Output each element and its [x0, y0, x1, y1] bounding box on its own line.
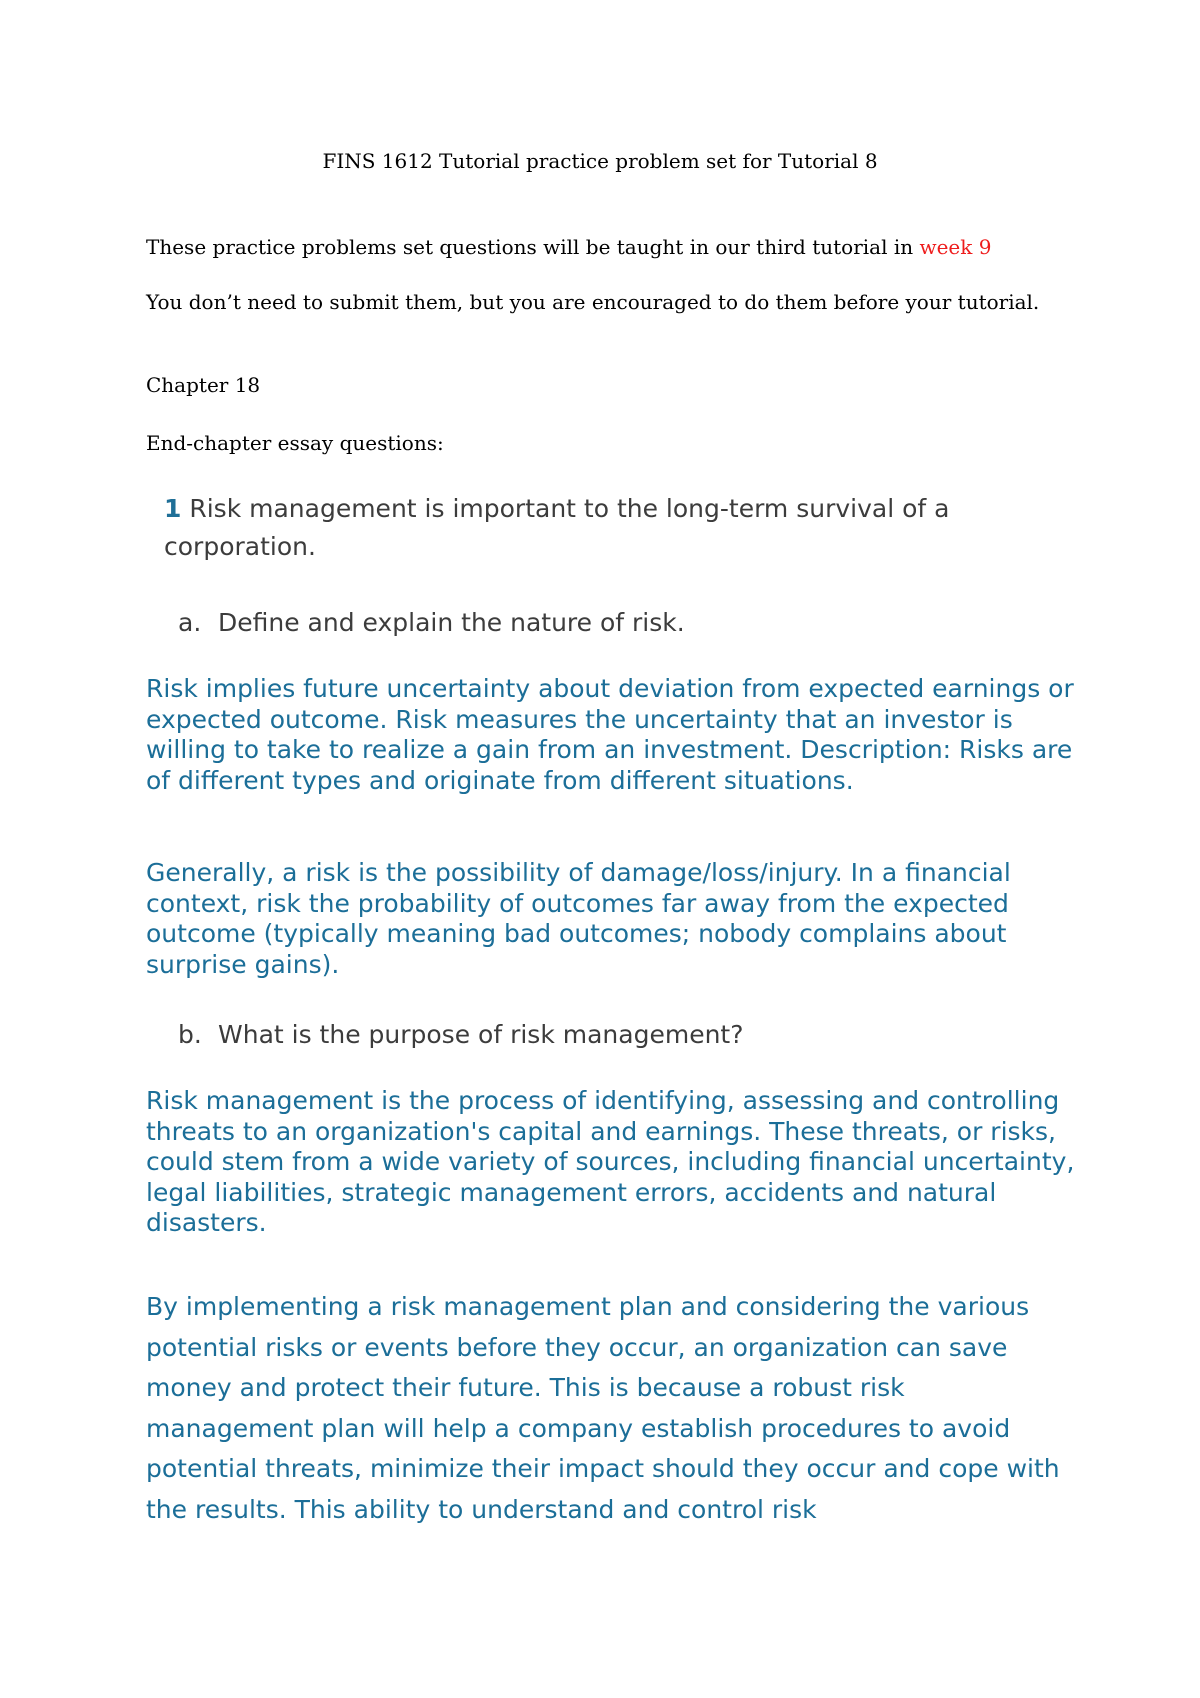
section-heading: End-chapter essay questions: [146, 431, 444, 455]
answer-b-paragraph-1: Risk management is the process of identifying, assessing and controlling threats to an organization's capital and earnings. These threats, or risks, could stem from a wide variety of sources, including financial uncertainty, legal liabilities, strategic management errors, accidents and natural disasters. [146, 1086, 1075, 1237]
sub-question-text: What is the purpose of risk management? [218, 1020, 744, 1049]
answer-a-paragraph-2: Generally, a risk is the possibility of damage/loss/injury. In a financial context, risk the probability of outcomes far away from the expected outcome (typically meaning bad outcomes; nobody complains about surprise gains). [146, 858, 1011, 979]
sub-question-b [178, 1016, 744, 1054]
document-title: FINS 1612 Tutorial practice problem set for Tutorial 8 [322, 149, 878, 173]
sub-question-text: Define and explain the nature of risk. [218, 608, 685, 637]
sub-question-letter: b. [178, 1020, 202, 1049]
question-1 [164, 490, 1064, 566]
question-number: 1 [164, 494, 182, 523]
intro-line-1-text: These practice problems set questions will be taught in our third tutorial in [146, 235, 920, 259]
answer-b-paragraph-2: By implementing a risk management plan and considering the various potential risks or events before they occur, an organization can save money and protect their future. This is because a robust risk management plan will help a company establish procedures to avoid potential threats, minimize their impact should they occur and cope with the results. This ability to understand and control risk [146, 1292, 1060, 1524]
intro-line-2: You don’t need to submit them, but you are encouraged to do them before your tutorial. [146, 290, 1040, 314]
chapter-heading: Chapter 18 [146, 373, 261, 397]
intro-line-1 [146, 233, 991, 261]
answer-a-paragraph-1: Risk implies future uncertainty about deviation from expected earnings or expected outcome. Risk measures the uncertainty that an investor is willing to take to realize a gain from an investment. Description: Risks are of different types and originate from different situations. [146, 674, 1074, 795]
question-text: Risk management is important to the long-term survival of a corporation. [164, 494, 950, 561]
sub-question-a [178, 604, 685, 642]
sub-question-letter: a. [178, 608, 202, 637]
week-highlight: week 9 [919, 235, 992, 259]
